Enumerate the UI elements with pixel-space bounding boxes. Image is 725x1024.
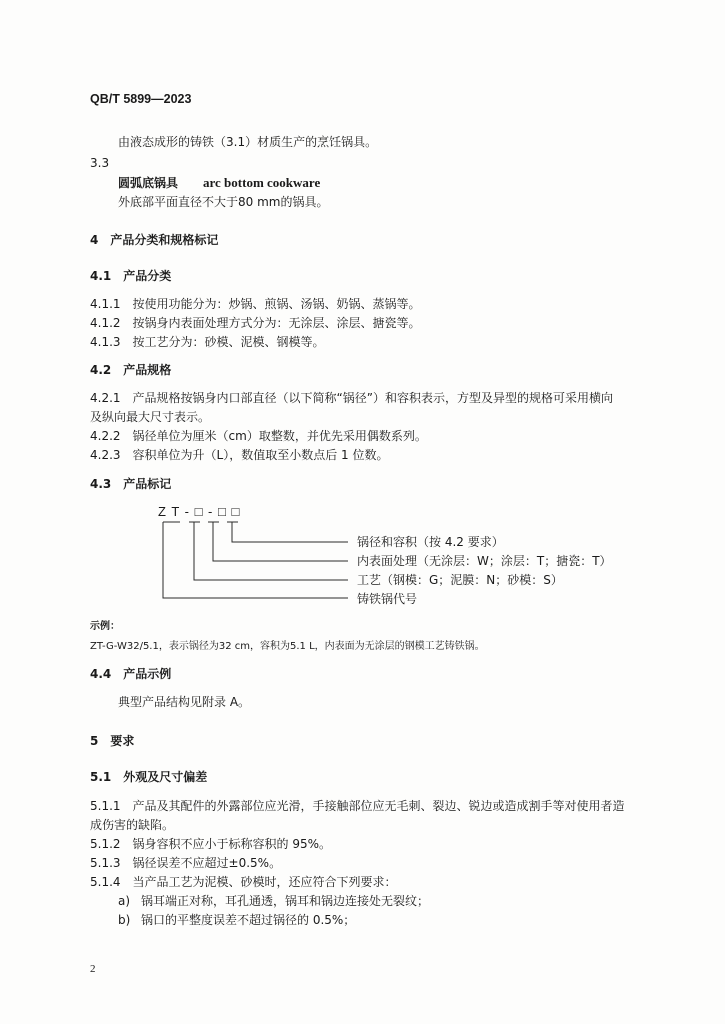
clause-number-3-3: 3.3 <box>90 156 110 170</box>
list-item-b: 锅口的平整度误差不超过锅径的 0.5%； <box>141 913 356 927</box>
example-text: ZT-G-W32/5.1，表示锅径为32 cm，容积为5.1 L，内表面为无涂层的钢模工艺铸铁锅。 <box>90 641 485 652</box>
clause-4-2-1-line2: 及纵向最大尺寸表示。 <box>90 410 211 424</box>
list-marker-b: b) <box>118 913 131 927</box>
section-heading-5: 5 要求 <box>90 734 135 748</box>
clause-4-2-3: 4.2.3 容积单位为升（L），数值取至小数点后 1 位数。 <box>90 448 389 462</box>
mark-label-code: 铸铁锅代号 <box>357 592 418 606</box>
term-cn-3-3: 圆弧底锅具 <box>118 176 179 190</box>
product-mark-code: Z T - □ - □ □ <box>158 504 241 519</box>
clause-5-1-3: 5.1.3 锅径误差不应超过±0.5%。 <box>90 856 282 870</box>
mark-label-size-volume: 锅径和容积（按 4.2 要求） <box>357 535 504 549</box>
definition-3-3: 外底部平面直径不大于80 mm的锅具。 <box>118 195 329 209</box>
bracket-line-size <box>232 522 348 542</box>
standard-number: QB/T 5899—2023 <box>90 92 192 106</box>
clause-5-1-4: 5.1.4 当产品工艺为泥模、砂模时，还应符合下列要求： <box>90 875 397 889</box>
clause-5-1-1-line2: 成伤害的缺陷。 <box>90 818 175 832</box>
page-number: 2 <box>90 963 96 975</box>
clause-4-2-2: 4.2.2 锅径单位为厘米（cm）取整数，并优先采用偶数系列。 <box>90 429 427 443</box>
section-heading-4-4: 4.4 产品示例 <box>90 667 172 681</box>
clause-4-1-1: 4.1.1 按使用功能分为：炒锅、煎锅、汤锅、奶锅、蒸锅等。 <box>90 297 421 311</box>
list-item-a: 锅耳端正对称，耳孔通透，锅耳和锅边连接处无裂纹； <box>141 894 430 908</box>
section-heading-4-1: 4.1 产品分类 <box>90 269 172 283</box>
clause-4-2-1-line1: 4.2.1 产品规格按锅身内口部直径（以下简称“锅径”）和容积表示，方型及异型的规格可采用横向 <box>90 391 613 405</box>
example-label: 示例： <box>90 621 120 632</box>
term-en-3-3: arc bottom cookware <box>203 175 321 190</box>
clause-5-1-1-line1: 5.1.1 产品及其配件的外露部位应光滑，手接触部位应无毛刺、裂边、锐边或造成割手等对使用者造 <box>90 799 625 813</box>
clause-5-1-2: 5.1.2 锅身容积不应小于标称容积的 95%。 <box>90 837 332 851</box>
section-heading-4-3: 4.3 产品标记 <box>90 477 172 491</box>
section-heading-4-2: 4.2 产品规格 <box>90 363 172 377</box>
clause-4-1-3: 4.1.3 按工艺分为：砂模、泥模、钢模等。 <box>90 335 325 349</box>
definition-3-2: 由液态成形的铸铁（3.1）材质生产的烹饪锅具。 <box>118 135 378 149</box>
section-heading-4: 4 产品分类和规格标记 <box>90 233 219 247</box>
bracket-line-code <box>163 522 348 598</box>
list-marker-a: a) <box>118 894 131 908</box>
clause-4-1-2: 4.1.2 按锅身内表面处理方式分为：无涂层、涂层、搪瓷等。 <box>90 316 421 330</box>
mark-label-surface: 内表面处理（无涂层：W；涂层：T；搪瓷：T） <box>357 554 612 568</box>
section-heading-5-1: 5.1 外观及尺寸偏差 <box>90 770 208 784</box>
bracket-line-process <box>194 522 348 580</box>
clause-4-4-text: 典型产品结构见附录 A。 <box>118 695 251 709</box>
mark-label-process: 工艺（钢模：G；泥膜：N；砂模：S） <box>357 573 563 587</box>
